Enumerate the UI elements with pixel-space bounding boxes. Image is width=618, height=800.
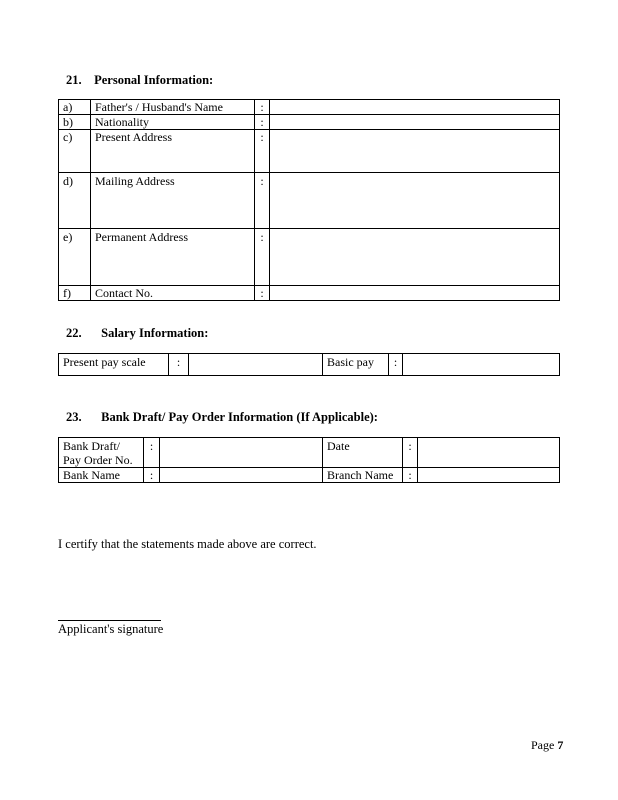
section-22-heading bbox=[66, 326, 208, 341]
page-label: Page bbox=[531, 738, 555, 752]
page-number-value: 7 bbox=[557, 738, 564, 752]
bank-name-label: Bank Name bbox=[59, 468, 144, 483]
colon-separator: : bbox=[255, 229, 270, 286]
signature-line[interactable] bbox=[58, 620, 161, 621]
row-letter: b) bbox=[59, 115, 91, 130]
salary-info-table bbox=[58, 353, 560, 376]
table-row bbox=[59, 438, 560, 468]
field-label-nationality: Nationality bbox=[91, 115, 255, 130]
table-row bbox=[59, 468, 560, 483]
contact-no-field[interactable] bbox=[270, 286, 560, 301]
field-label-present-address: Present Address bbox=[91, 130, 255, 173]
row-letter: a) bbox=[59, 100, 91, 115]
table-row bbox=[59, 115, 560, 130]
bank-name-field[interactable] bbox=[160, 468, 323, 483]
colon-separator: : bbox=[255, 173, 270, 229]
section-23-number: 23. bbox=[66, 410, 82, 424]
certification-statement: I certify that the statements made above are correct. bbox=[58, 537, 317, 551]
basic-pay-label: Basic pay bbox=[323, 354, 389, 376]
table-row bbox=[59, 286, 560, 301]
colon-separator: : bbox=[255, 130, 270, 173]
colon-separator: : bbox=[255, 286, 270, 301]
section-23-heading bbox=[66, 410, 378, 425]
bank-draft-label bbox=[59, 438, 144, 468]
colon-separator: : bbox=[255, 115, 270, 130]
colon-separator: : bbox=[389, 354, 403, 376]
pay-scale-label: Present pay scale bbox=[59, 354, 169, 376]
row-letter: e) bbox=[59, 229, 91, 286]
section-21-heading bbox=[66, 73, 213, 88]
page-number bbox=[531, 738, 563, 753]
colon-separator: : bbox=[403, 438, 418, 468]
table-row bbox=[59, 229, 560, 286]
bank-draft-label-line1: Bank Draft/ bbox=[63, 439, 120, 453]
pay-scale-field[interactable] bbox=[189, 354, 323, 376]
table-row bbox=[59, 173, 560, 229]
section-23-title: Bank Draft/ Pay Order Information (If Applicable): bbox=[101, 410, 378, 424]
basic-pay-field[interactable] bbox=[403, 354, 560, 376]
table-row bbox=[59, 100, 560, 115]
table-row bbox=[59, 354, 560, 376]
permanent-address-field[interactable] bbox=[270, 229, 560, 286]
field-label-contact-no: Contact No. bbox=[91, 286, 255, 301]
colon-separator: : bbox=[169, 354, 189, 376]
row-letter: d) bbox=[59, 173, 91, 229]
signature-label: Applicant's signature bbox=[58, 622, 164, 636]
section-21-number: 21. bbox=[66, 73, 82, 87]
section-21-title: Personal Information: bbox=[94, 73, 214, 87]
nationality-field[interactable] bbox=[270, 115, 560, 130]
section-22-number: 22. bbox=[66, 326, 82, 340]
colon-separator: : bbox=[403, 468, 418, 483]
present-address-field[interactable] bbox=[270, 130, 560, 173]
date-field[interactable] bbox=[418, 438, 560, 468]
table-row bbox=[59, 130, 560, 173]
branch-name-label: Branch Name bbox=[323, 468, 403, 483]
section-22-title: Salary Information: bbox=[101, 326, 209, 340]
field-label-mailing-address: Mailing Address bbox=[91, 173, 255, 229]
date-label: Date bbox=[323, 438, 403, 468]
fathers-name-field[interactable] bbox=[270, 100, 560, 115]
row-letter: f) bbox=[59, 286, 91, 301]
bank-draft-label-line2: Pay Order No. bbox=[63, 453, 133, 467]
colon-separator: : bbox=[144, 468, 160, 483]
personal-info-table bbox=[58, 99, 560, 301]
field-label-fathers-name: Father's / Husband's Name bbox=[91, 100, 255, 115]
bank-draft-table bbox=[58, 437, 560, 483]
row-letter: c) bbox=[59, 130, 91, 173]
mailing-address-field[interactable] bbox=[270, 173, 560, 229]
branch-name-field[interactable] bbox=[418, 468, 560, 483]
colon-separator: : bbox=[144, 438, 160, 468]
bank-draft-no-field[interactable] bbox=[160, 438, 323, 468]
colon-separator: : bbox=[255, 100, 270, 115]
field-label-permanent-address: Permanent Address bbox=[91, 229, 255, 286]
